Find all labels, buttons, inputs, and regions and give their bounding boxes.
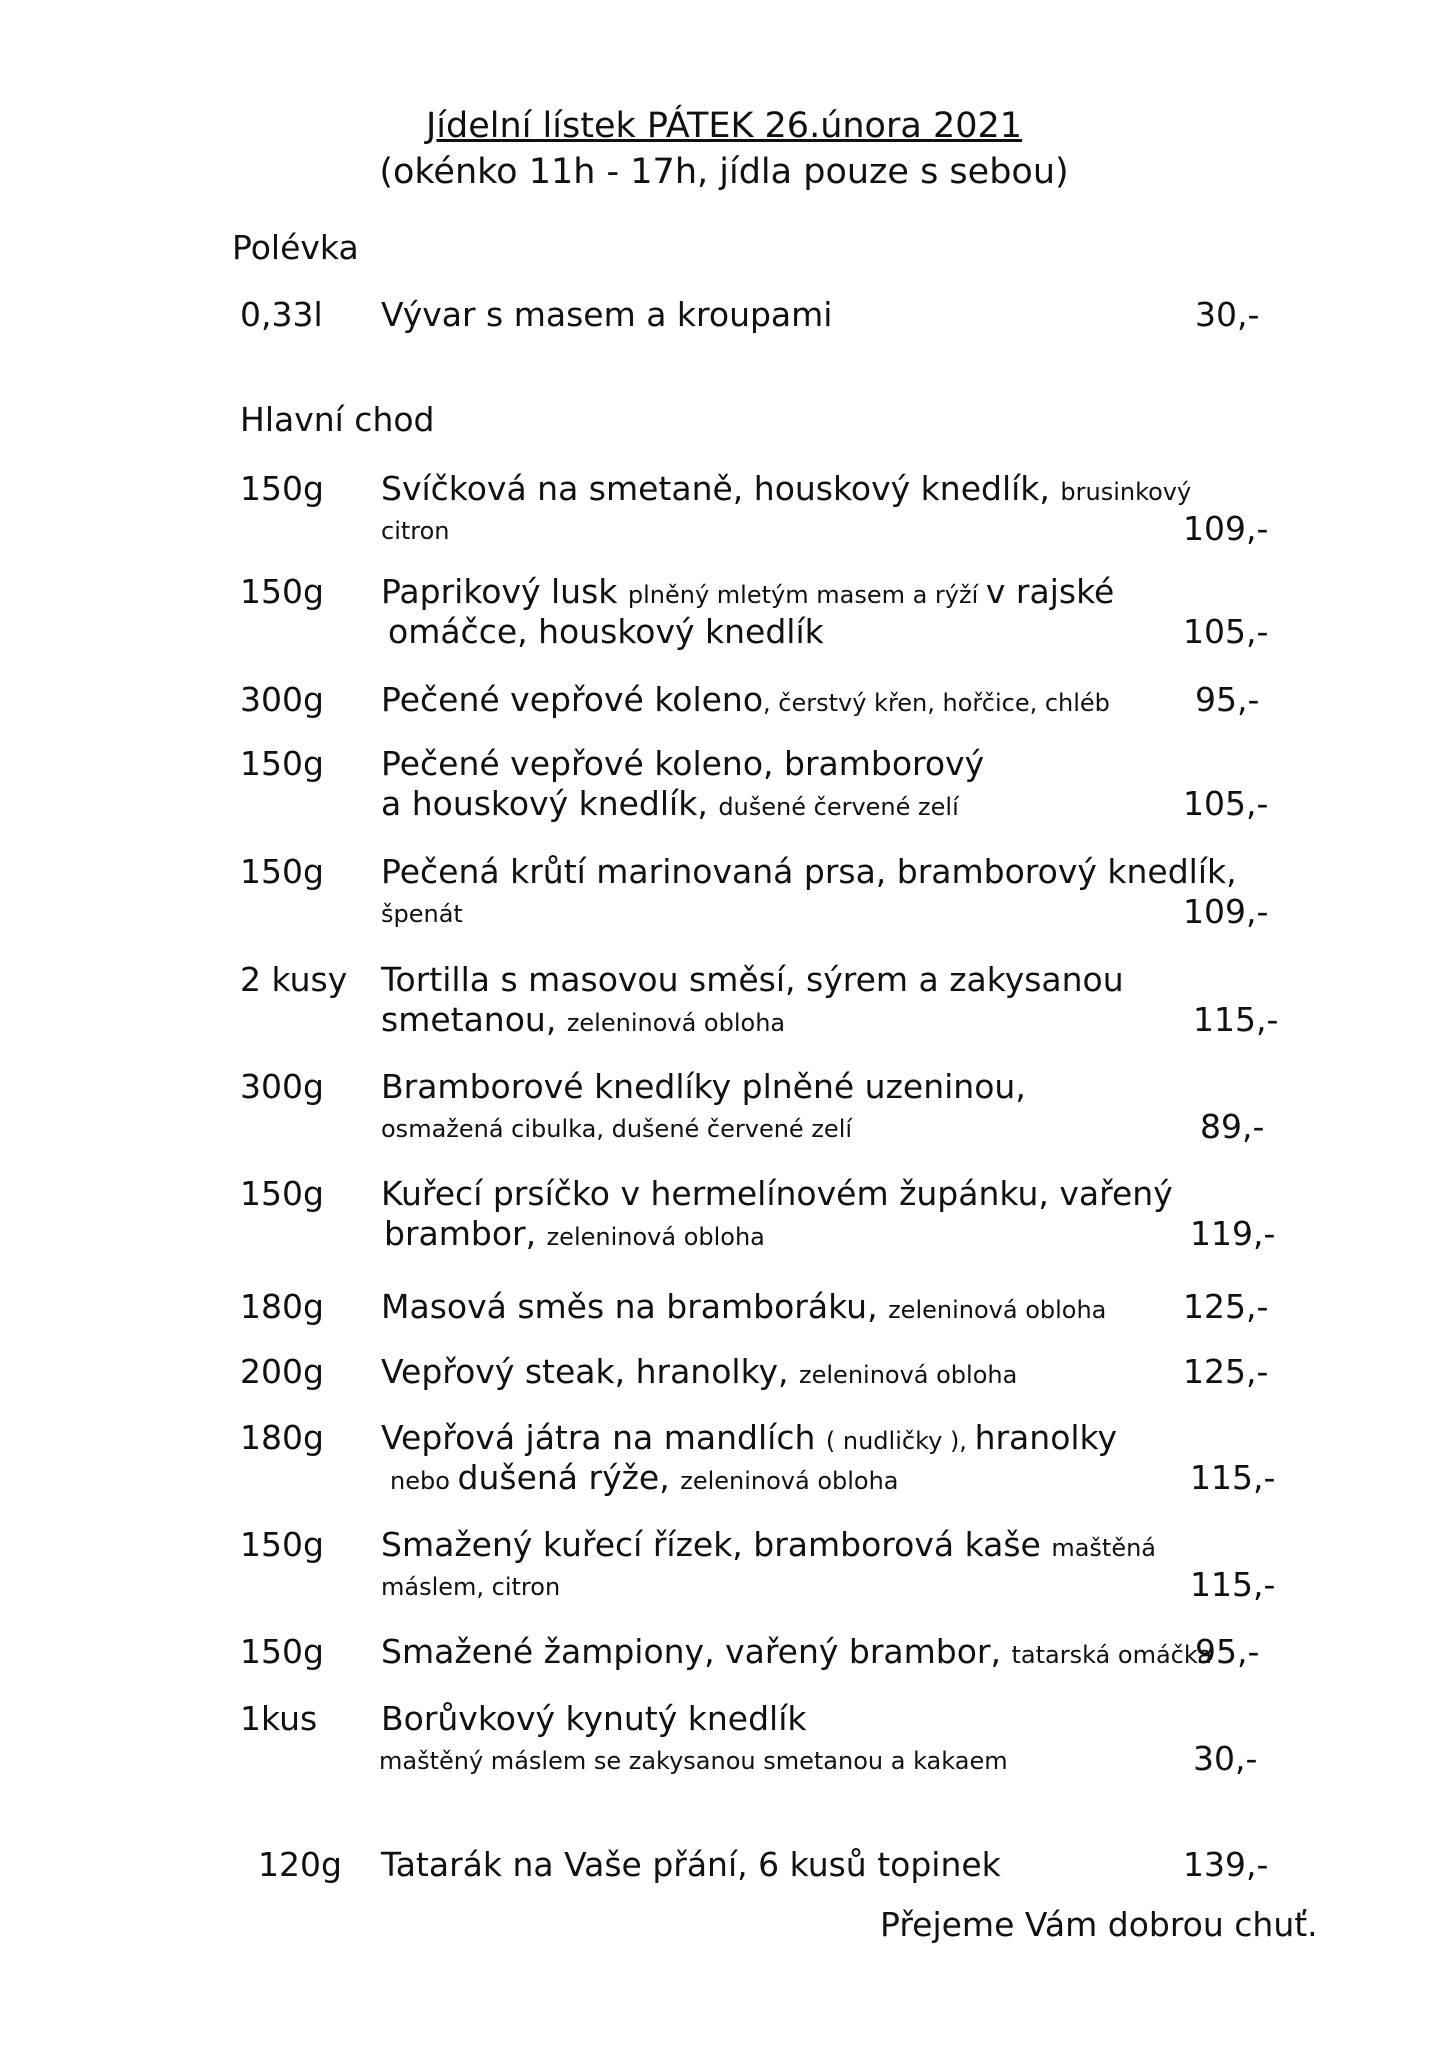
dish-qty: 150g: [240, 1174, 324, 1213]
dish-side: citron: [381, 517, 450, 545]
dish-qty: 1kus: [240, 1699, 318, 1738]
dish-price: 109,-: [1183, 509, 1269, 548]
dish-qty: 150g: [240, 572, 324, 611]
dish-price: 105,-: [1183, 612, 1269, 651]
dish-price: 89,-: [1200, 1107, 1265, 1146]
dish-qty: 180g: [240, 1418, 324, 1457]
dish-name: Kuřecí prsíčko v hermelínovém župánku, vařený: [381, 1174, 1173, 1213]
dish-price: 125,-: [1183, 1352, 1269, 1391]
soup-heading: Polévka: [232, 228, 359, 267]
dish-qty: 0,33l: [240, 295, 323, 334]
dish-name-cont: brambor, zeleninová obloha: [384, 1214, 765, 1253]
dish-name: Paprikový lusk plněný mletým masem a rýží v rajské: [381, 572, 1115, 611]
dish-price: 109,-: [1183, 892, 1269, 931]
dish-qty: 180g: [240, 1287, 324, 1326]
dish-price: 125,-: [1183, 1287, 1269, 1326]
dish-price: 119,-: [1190, 1214, 1276, 1253]
dish-name-cont: omáčce, houskový knedlík: [388, 612, 824, 651]
menu-subtitle: (okénko 11h - 17h, jídla pouze s sebou): [379, 152, 1069, 192]
dish-price: 30,-: [1193, 1739, 1258, 1778]
dish-price: 115,-: [1190, 1458, 1276, 1497]
main-heading: Hlavní chod: [240, 400, 435, 439]
dish-qty: 200g: [240, 1352, 324, 1391]
dish-name: Tortilla s masovou směsí, sýrem a zakysanou: [381, 960, 1124, 999]
dish-name: Tatarák na Vaše přání, 6 kusů topinek: [381, 1845, 1001, 1884]
dish-price: 115,-: [1193, 1000, 1279, 1039]
dish-name: Bramborové knedlíky plněné uzeninou,: [381, 1067, 1026, 1106]
dish-name: Smažené žampiony, vařený brambor, tatarská omáčka: [381, 1632, 1213, 1671]
dish-name: Pečené vepřové koleno, čerstvý křen, hořčice, chléb: [381, 680, 1110, 719]
dish-qty: 300g: [240, 680, 324, 719]
dish-name: Vepřová játra na mandlích ( nudličky ), hranolky: [381, 1418, 1118, 1457]
dish-name-cont: a houskový knedlík, dušené červené zelí: [381, 784, 959, 823]
dish-name-cont: smetanou, zeleninová obloha: [381, 1000, 786, 1039]
dish-name: Pečená krůtí marinovaná prsa, bramborový knedlík,: [381, 852, 1237, 891]
dish-side: máslem, citron: [381, 1573, 561, 1601]
dish-side: osmažená cibulka, dušené červené zelí: [381, 1115, 853, 1143]
dish-qty: 150g: [240, 852, 324, 891]
dish-qty: 150g: [240, 1632, 324, 1671]
dish-qty: 2 kusy: [240, 960, 348, 999]
dish-price: 95,-: [1195, 1632, 1260, 1671]
dish-qty: 150g: [240, 744, 324, 783]
dish-price: 30,-: [1195, 295, 1260, 334]
dish-price: 139,-: [1183, 1845, 1269, 1884]
dish-name-cont: nebo dušená rýže, zeleninová obloha: [390, 1458, 899, 1497]
dish-name: Svíčková na smetaně, houskový knedlík, brusinkový: [381, 469, 1192, 508]
dish-side: špenát: [381, 900, 463, 928]
dish-qty: 300g: [240, 1067, 324, 1106]
closing-greeting: Přejeme Vám dobrou chuť.: [880, 1905, 1318, 1944]
dish-price: 95,-: [1195, 680, 1260, 719]
dish-qty: 150g: [240, 1525, 324, 1564]
menu-title: Jídelní lístek PÁTEK 26.února 2021: [425, 106, 1023, 146]
dish-qty: 120g: [258, 1845, 342, 1884]
dish-price: 105,-: [1183, 784, 1269, 823]
dish-name: Vepřový steak, hranolky, zeleninová obloha: [381, 1352, 1018, 1391]
dish-name: Masová směs na bramboráku, zeleninová obloha: [381, 1287, 1107, 1326]
dish-name: Pečené vepřové koleno, bramborový: [381, 744, 985, 783]
dish-qty: 150g: [240, 469, 324, 508]
dish-side: maštěný máslem se zakysanou smetanou a kakaem: [379, 1747, 1008, 1775]
dish-price: 115,-: [1190, 1565, 1276, 1604]
dish-name: Smažený kuřecí řízek, bramborová kaše maštěná: [381, 1525, 1156, 1564]
dish-name: Borůvkový kynutý knedlík: [381, 1699, 807, 1738]
dish-name: Vývar s masem a kroupami: [381, 295, 833, 334]
